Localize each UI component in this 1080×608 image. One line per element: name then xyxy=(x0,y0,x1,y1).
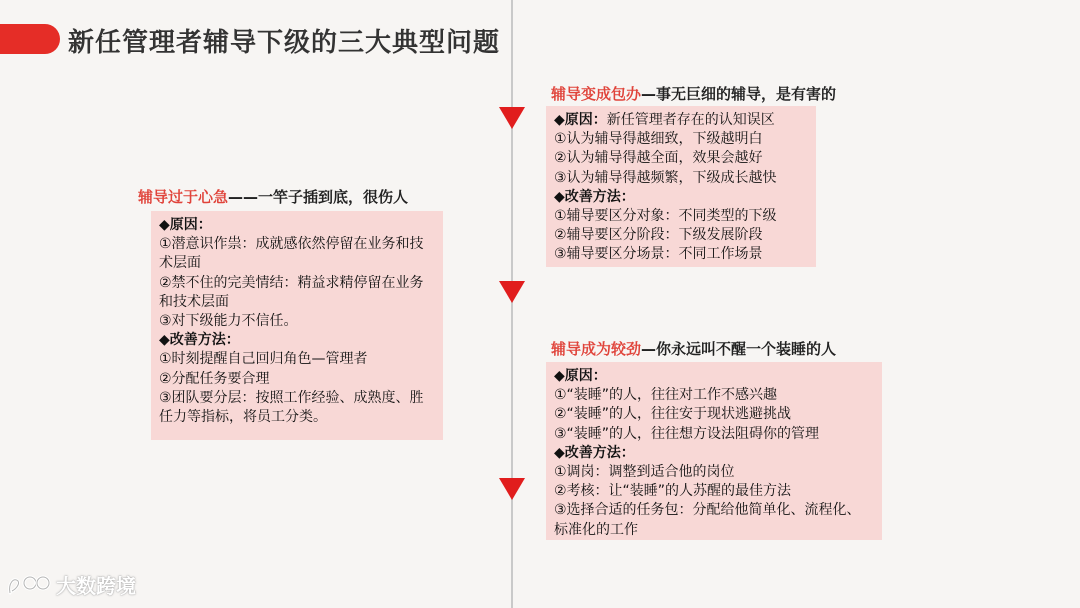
brand-logo-text: 大数跨境 xyxy=(56,574,136,598)
right2-improve-item: ①调岗：调整到适合他的岗位 xyxy=(554,464,735,481)
left-card-heading xyxy=(138,186,408,207)
timeline-marker-3 xyxy=(499,478,525,500)
right1-cause-text: 新任管理者存在的认知误区 xyxy=(606,112,775,128)
left-improve-item: ②分配任务要合理 xyxy=(159,370,270,387)
right1-improve-label: ◆改善方法： xyxy=(554,188,635,205)
left-cause-label: ◆原因： xyxy=(159,217,212,233)
left-card-heading-rest: ——一竿子插到底，很伤人 xyxy=(228,188,409,206)
right-card-2-heading xyxy=(551,338,836,359)
right-card-2-heading-rest: —你永远叫不醒一个装睡的人 xyxy=(641,340,837,358)
right1-improve-item: ②辅导要区分阶段：下级发展阶段 xyxy=(554,227,763,244)
left-card-heading-highlight: 辅导过于心急 xyxy=(138,188,229,206)
right1-cause-label: ◆原因： xyxy=(554,112,607,128)
right1-cause-item: ①认为辅导得越细致，下级越明白 xyxy=(554,131,763,148)
timeline-line xyxy=(511,0,513,608)
right1-improve-item: ①辅导要区分对象：不同类型的下级 xyxy=(554,208,777,225)
right-card-1-heading-highlight: 辅导变成包办 xyxy=(551,85,642,103)
right-card-1-panel xyxy=(546,106,816,267)
right2-improve-item: ②考核：让“装睡”的人苏醒的最佳方法 xyxy=(554,483,792,500)
brand-mark-icon xyxy=(6,573,52,597)
right2-cause-item: ①“装睡”的人，往往对工作不感兴趣 xyxy=(554,387,778,404)
right1-improve-item: ③辅导要区分场景：不同工作场景 xyxy=(554,246,763,263)
right-card-1-heading xyxy=(551,83,836,104)
left-cause-item: ③对下级能力不信任。 xyxy=(159,313,298,330)
timeline-marker-1 xyxy=(499,107,525,129)
right1-cause-item: ②认为辅导得越全面，效果会越好 xyxy=(554,150,763,167)
right-card-2-heading-highlight: 辅导成为较劲 xyxy=(551,340,642,358)
right-card-1-heading-rest: —事无巨细的辅导，是有害的 xyxy=(641,85,837,103)
left-cause-item: ①潜意识作祟：成就感依然停留在业务和技术层面 xyxy=(159,236,424,272)
page-title: 新任管理者辅导下级的三大典型问题 xyxy=(68,28,501,58)
right1-cause-item: ③认为辅导得越频繁，下级成长越快 xyxy=(554,169,777,186)
timeline-marker-2 xyxy=(499,281,525,303)
right-card-2-panel xyxy=(546,362,882,540)
left-improve-item: ③团队要分层：按照工作经验、成熟度、胜任力等指标，将员工分类。 xyxy=(159,389,424,426)
left-improve-label: ◆改善方法： xyxy=(159,332,240,349)
right2-improve-label: ◆改善方法： xyxy=(554,444,635,461)
left-card-panel xyxy=(151,211,443,440)
right2-improve-item: ③选择合适的任务包：分配给他简单化、流程化、标准化的工作 xyxy=(554,502,861,538)
left-improve-item: ①时刻提醒自己回归角色—管理者 xyxy=(159,351,368,368)
right2-cause-item: ③“装睡”的人，往往想方设法阻碍你的管理 xyxy=(554,425,820,442)
right2-cause-item: ②“装睡”的人，往往安于现状逃避挑战 xyxy=(554,406,792,423)
brand-logo xyxy=(6,570,136,599)
left-cause-item: ②禁不住的完美情结：精益求精停留在业务和技术层面 xyxy=(159,274,424,310)
title-accent-bar xyxy=(0,24,60,54)
right2-cause-label: ◆原因： xyxy=(554,368,607,384)
